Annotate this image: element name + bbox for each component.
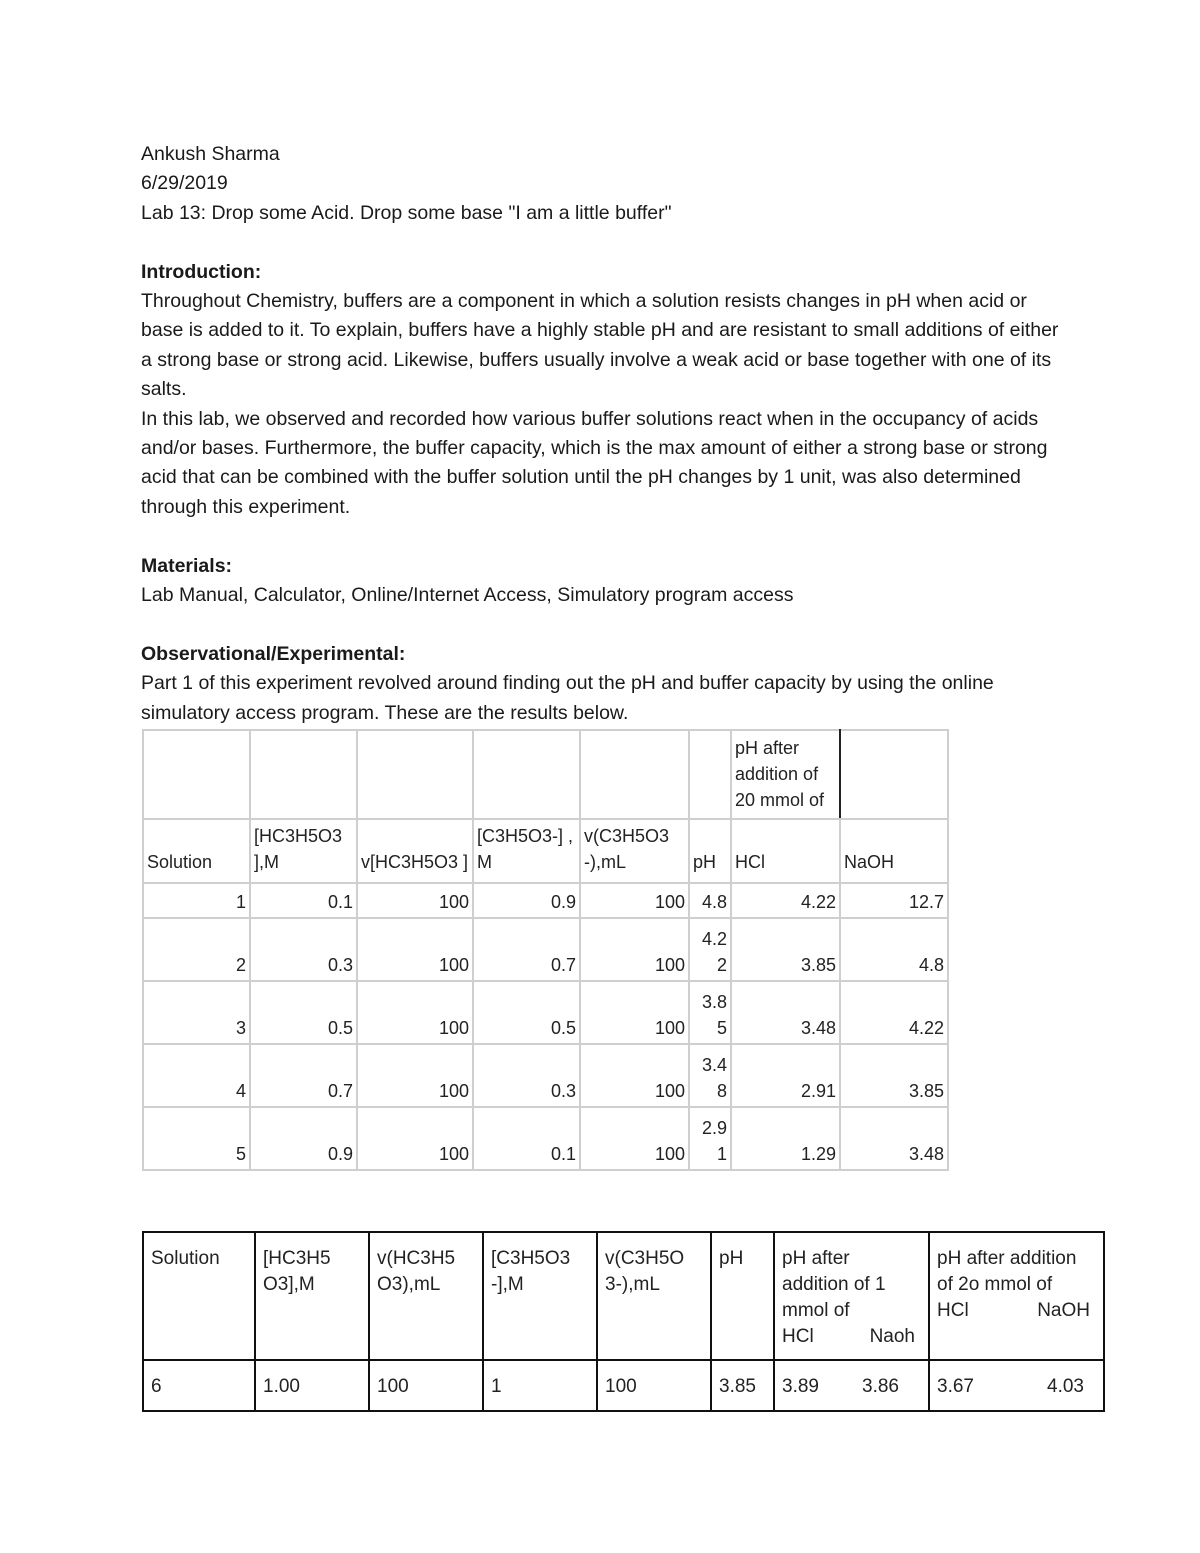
subheader-naoh: NaOH — [1037, 1300, 1090, 1321]
table-cell: 3.85 — [840, 1044, 948, 1107]
table1-header-cell: pH — [689, 819, 731, 883]
subheader-hcl: HCl — [937, 1300, 969, 1321]
table2-header-cell: v(C3H5O 3-),mL — [597, 1232, 711, 1360]
table-row — [143, 1360, 1104, 1411]
table-cell: 100 — [357, 981, 473, 1044]
table-cell: 0.3 — [473, 1044, 580, 1107]
table-cell: 0.5 — [473, 981, 580, 1044]
table-cell: 4.03 — [1047, 1376, 1084, 1397]
table-cell: 100 — [357, 918, 473, 981]
table1-header-cell: NaOH — [840, 819, 948, 883]
table1-header-cell: v(C3H5O3 -),mL — [580, 819, 689, 883]
table-cell: 6 — [143, 1360, 255, 1411]
table1-header-row — [143, 819, 948, 883]
value-pair — [782, 1374, 921, 1400]
table1-header-cell: HCl — [731, 819, 840, 883]
table-cell: 3.85 — [711, 1360, 774, 1411]
introduction-heading: Introduction: — [141, 260, 262, 283]
table-row — [143, 1044, 948, 1107]
table2-header-cell: Solution — [143, 1232, 255, 1360]
table-cell: 4.8 — [689, 883, 731, 918]
table1-group-header: pH after addition of 20 mmol of — [731, 730, 840, 819]
table-cell: 0.1 — [473, 1107, 580, 1170]
table1-header-cell: [HC3H5O3 ],M — [250, 819, 357, 883]
table-cell: 0.5 — [250, 981, 357, 1044]
table2-header-cell: v(HC3H5 O3),mL — [369, 1232, 483, 1360]
table2-group-header-1mmol — [774, 1232, 929, 1360]
value-pair — [937, 1374, 1096, 1400]
table-row — [143, 918, 948, 981]
table-row — [143, 883, 948, 918]
subheader-hcl: HCl — [782, 1326, 814, 1347]
table-cell: 2.9 1 — [689, 1107, 731, 1170]
observational-heading: Observational/Experimental: — [141, 642, 406, 665]
table-cell: 4 — [143, 1044, 250, 1107]
table-cell: 3.67 — [937, 1376, 974, 1397]
table1-header-cell: Solution — [143, 819, 250, 883]
table-cell: 0.7 — [473, 918, 580, 981]
group-header-label: pH after addition of 1 mmol of — [782, 1248, 886, 1321]
table-cell: 1.29 — [731, 1107, 840, 1170]
table-cell: 0.7 — [250, 1044, 357, 1107]
table-cell: 4.2 2 — [689, 918, 731, 981]
table-cell-pair — [929, 1360, 1104, 1411]
materials-heading: Materials: — [141, 554, 233, 577]
table-cell: 5 — [143, 1107, 250, 1170]
table-cell: 0.3 — [250, 918, 357, 981]
table-cell: 3.8 5 — [689, 981, 731, 1044]
table-cell: 100 — [580, 918, 689, 981]
table-cell: 0.1 — [250, 883, 357, 918]
table-cell: 0.9 — [250, 1107, 357, 1170]
group-subheaders — [782, 1324, 921, 1350]
table-cell: 4.8 — [840, 918, 948, 981]
table2-header-cell: [HC3H5 O3],M — [255, 1232, 369, 1360]
table-cell: 4.22 — [840, 981, 948, 1044]
results-table-part2 — [142, 1231, 1105, 1412]
table-cell: 3.86 — [862, 1376, 899, 1397]
table-row — [143, 981, 948, 1044]
group-header-label: pH after addition of 2o mmol of — [937, 1248, 1077, 1295]
table1-header-cell: [C3H5O3-] , M — [473, 819, 580, 883]
table-cell: 100 — [580, 1044, 689, 1107]
table-cell: 100 — [357, 1107, 473, 1170]
table-cell: 12.7 — [840, 883, 948, 918]
table2-group-header-20mmol — [929, 1232, 1104, 1360]
author-name: Ankush Sharma — [141, 143, 280, 165]
document-body — [141, 140, 1081, 728]
table-cell: 1.00 — [255, 1360, 369, 1411]
table-cell: 100 — [597, 1360, 711, 1411]
group-subheaders — [937, 1298, 1096, 1324]
introduction-paragraph-1: Throughout Chemistry, buffers are a component in which a solution resists changes in pH when acid or base is added to it. To explain, buffers have a highly stable pH and are resistant to small additions of either a strong base or strong acid. Likewise, buffers usually involve a weak acid or base together with one of its salts. — [141, 290, 1059, 401]
table-row — [143, 1107, 948, 1170]
table-cell: 4.22 — [731, 883, 840, 918]
table-cell: 3.48 — [731, 981, 840, 1044]
table-cell: 100 — [580, 981, 689, 1044]
report-date: 6/29/2019 — [141, 172, 228, 195]
lab-title: Lab 13: Drop some Acid. Drop some base "I am a little buffer" — [141, 201, 672, 224]
table-cell: 100 — [369, 1360, 483, 1411]
results-table-part1 — [142, 729, 949, 1171]
introduction-paragraph-2: In this lab, we observed and recorded how various buffer solutions react when in the occupancy of acids and/or bases. Furthermore, the buffer capacity, which is the max amount of either a strong base or strong acid that can be combined with the buffer solution until the pH changes by 1 unit, was also determined through this experiment. — [141, 407, 1048, 518]
table-cell: 3.85 — [731, 918, 840, 981]
subheader-naoh: Naoh — [869, 1326, 915, 1347]
table-cell: 100 — [357, 883, 473, 918]
table-cell: 3.4 8 — [689, 1044, 731, 1107]
table-cell: 3 — [143, 981, 250, 1044]
table-cell: 100 — [357, 1044, 473, 1107]
table1-group-header-row — [143, 730, 948, 819]
table2-header-cell: [C3H5O3 -],M — [483, 1232, 597, 1360]
table-cell: 0.9 — [473, 883, 580, 918]
table-cell: 1 — [483, 1360, 597, 1411]
table-cell: 100 — [580, 883, 689, 918]
table-cell: 3.48 — [840, 1107, 948, 1170]
table-cell: 100 — [580, 1107, 689, 1170]
observational-paragraph: Part 1 of this experiment revolved around finding out the pH and buffer capacity by using the online simulatory access program. These are the results below. — [141, 672, 994, 724]
table-cell: 1 — [143, 883, 250, 918]
table-cell: 3.89 — [782, 1376, 819, 1397]
table2-header-cell: pH — [711, 1232, 774, 1360]
table-cell: 2 — [143, 918, 250, 981]
table-cell: 2.91 — [731, 1044, 840, 1107]
table1-header-cell: v[HC3H5O3 ] — [357, 819, 473, 883]
materials-list: Lab Manual, Calculator, Online/Internet Access, Simulatory program access — [141, 584, 794, 607]
table-cell-pair — [774, 1360, 929, 1411]
table2-header-row — [143, 1232, 1104, 1360]
